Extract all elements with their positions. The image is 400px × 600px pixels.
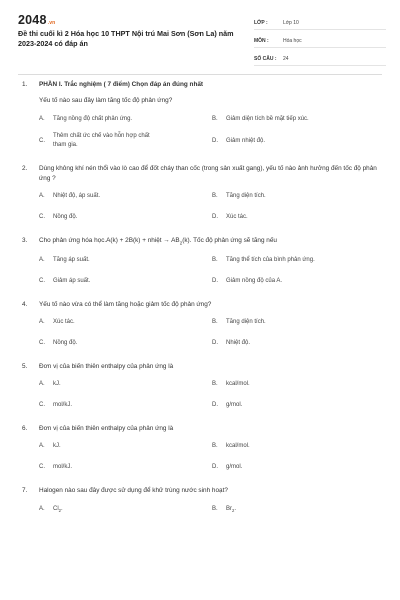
question-2	[0, 164, 400, 222]
question-number: 6.	[22, 425, 28, 433]
answer-options	[39, 213, 400, 222]
option-d[interactable]: D. Giảm nồng độ của A.	[212, 278, 283, 285]
option-d[interactable]: D. Xúc tác.	[212, 214, 248, 220]
option-b[interactable]: B. Giảm diện tích bề mặt tiếp xúc.	[212, 116, 309, 122]
answer-options	[39, 463, 400, 472]
question-7	[0, 486, 400, 515]
meta-value: Lớp 10	[283, 20, 299, 26]
meta-question-count	[254, 50, 386, 66]
header-divider	[18, 74, 382, 75]
question-text: Yếu tố nào vừa có thể làm tăng hoặc giảm tốc độ phản ứng?	[39, 301, 212, 309]
meta-value: 24	[283, 56, 289, 62]
option-c[interactable]: C. mol/kJ.	[39, 464, 73, 471]
option-a[interactable]: A. Xúc tác.	[39, 319, 75, 326]
option-c[interactable]: C. Giảm áp suất.	[39, 278, 91, 285]
option-a[interactable]: A. kJ.	[39, 381, 61, 388]
question-number: 2.	[22, 165, 28, 172]
option-a[interactable]: A. $Cl_2$.	[39, 506, 63, 514]
answer-options	[39, 132, 400, 150]
option-b[interactable]: B. kcal/mol.	[212, 381, 250, 388]
question-text: Cho phản ứng hóa học.A(k) + 2B(k) + nhiệt → $AB_2(k)$. Tốc độ phản ứng sẽ tăng nếu	[39, 237, 277, 246]
option-d[interactable]: D. Giảm nhiệt độ.	[212, 137, 266, 144]
option-c[interactable]: C. Nồng độ.	[39, 214, 78, 220]
meta-class	[254, 14, 386, 30]
question-number: 3.	[22, 237, 28, 244]
answer-options	[39, 318, 400, 327]
answer-options	[39, 505, 400, 515]
option-b[interactable]: B. Tăng diện tích.	[212, 193, 266, 199]
question-6	[0, 424, 400, 472]
answer-options	[39, 401, 400, 410]
option-c[interactable]: C. mol/kJ.	[39, 402, 73, 409]
question-number: 5.	[22, 363, 28, 371]
option-b[interactable]: B. Tăng diện tích.	[212, 319, 266, 326]
answer-options	[39, 380, 400, 389]
question-list	[0, 80, 400, 515]
option-d[interactable]: D. Nhiệt độ.	[212, 340, 251, 347]
answer-options	[39, 256, 400, 265]
answer-options	[39, 339, 400, 348]
meta-label: MÔN :	[254, 38, 269, 44]
option-d[interactable]: D. g/mol.	[212, 464, 243, 471]
question-text: PHẦN I. Trắc nghiệm ( 7 điểm) Chọn đáp án đúng nhất	[39, 81, 204, 88]
meta-label: SỐ CÂU :	[254, 56, 277, 62]
answer-options	[39, 192, 400, 201]
option-b[interactable]: B. Tăng thể tích của bình phản ứng.	[212, 257, 315, 264]
question-text: Đơn vị của biến thiên enthalpy của phản ứng là	[39, 425, 174, 433]
option-b[interactable]: B. $Br_2$.	[212, 506, 237, 514]
question-5	[0, 362, 400, 410]
question-1	[0, 80, 400, 150]
meta-value: Hóa học	[283, 38, 302, 44]
question-text: Halogen nào sau đây được sử dụng để khử trùng nước sinh hoạt?	[39, 487, 228, 495]
site-logo[interactable]: 2048.vn	[18, 13, 56, 27]
question-number: 4.	[22, 301, 28, 309]
question-number: 7.	[22, 487, 28, 495]
option-a[interactable]: A. kJ.	[39, 443, 61, 450]
question-prompt: Yếu tố nào sau đây làm tăng tốc độ phản ứng?	[39, 97, 173, 104]
meta-subject	[254, 32, 386, 48]
exam-title: Đề thi cuối kì 2 Hóa học 10 THPT Nội trú Mai Sơn (Sơn La) năm 2023-2024 có đáp án	[18, 29, 234, 48]
option-a[interactable]: A. Tăng nồng độ chất phản ứng.	[39, 116, 133, 122]
meta-label: LỚP :	[254, 20, 268, 26]
answer-options	[39, 277, 400, 286]
option-a[interactable]: A. Nhiệt độ, áp suất.	[39, 193, 101, 199]
answer-options	[39, 115, 400, 124]
answer-options	[39, 442, 400, 451]
question-text: Đơn vị của biến thiên enthalpy của phản ứng là	[39, 363, 174, 371]
option-c[interactable]: C. Nồng độ.	[39, 340, 78, 347]
option-b[interactable]: B. kcal/mol.	[212, 443, 250, 450]
question-text: Dùng không khí nén thổi vào lò cao để đốt cháy than cốc (trong sản xuất gang), yếu tố nào ảnh hưởng đến tốc độ phản ứng ?	[39, 165, 377, 182]
question-number: 1.	[22, 81, 28, 88]
question-3	[0, 236, 400, 286]
page-header	[0, 0, 400, 62]
option-a[interactable]: A. Tăng áp suất.	[39, 257, 90, 264]
option-d[interactable]: D. g/mol.	[212, 402, 243, 409]
option-c[interactable]: C. Thêm chất ức chế vào hỗn hợp chất tham gia.	[39, 133, 150, 148]
exam-meta	[254, 14, 386, 68]
question-4	[0, 300, 400, 348]
